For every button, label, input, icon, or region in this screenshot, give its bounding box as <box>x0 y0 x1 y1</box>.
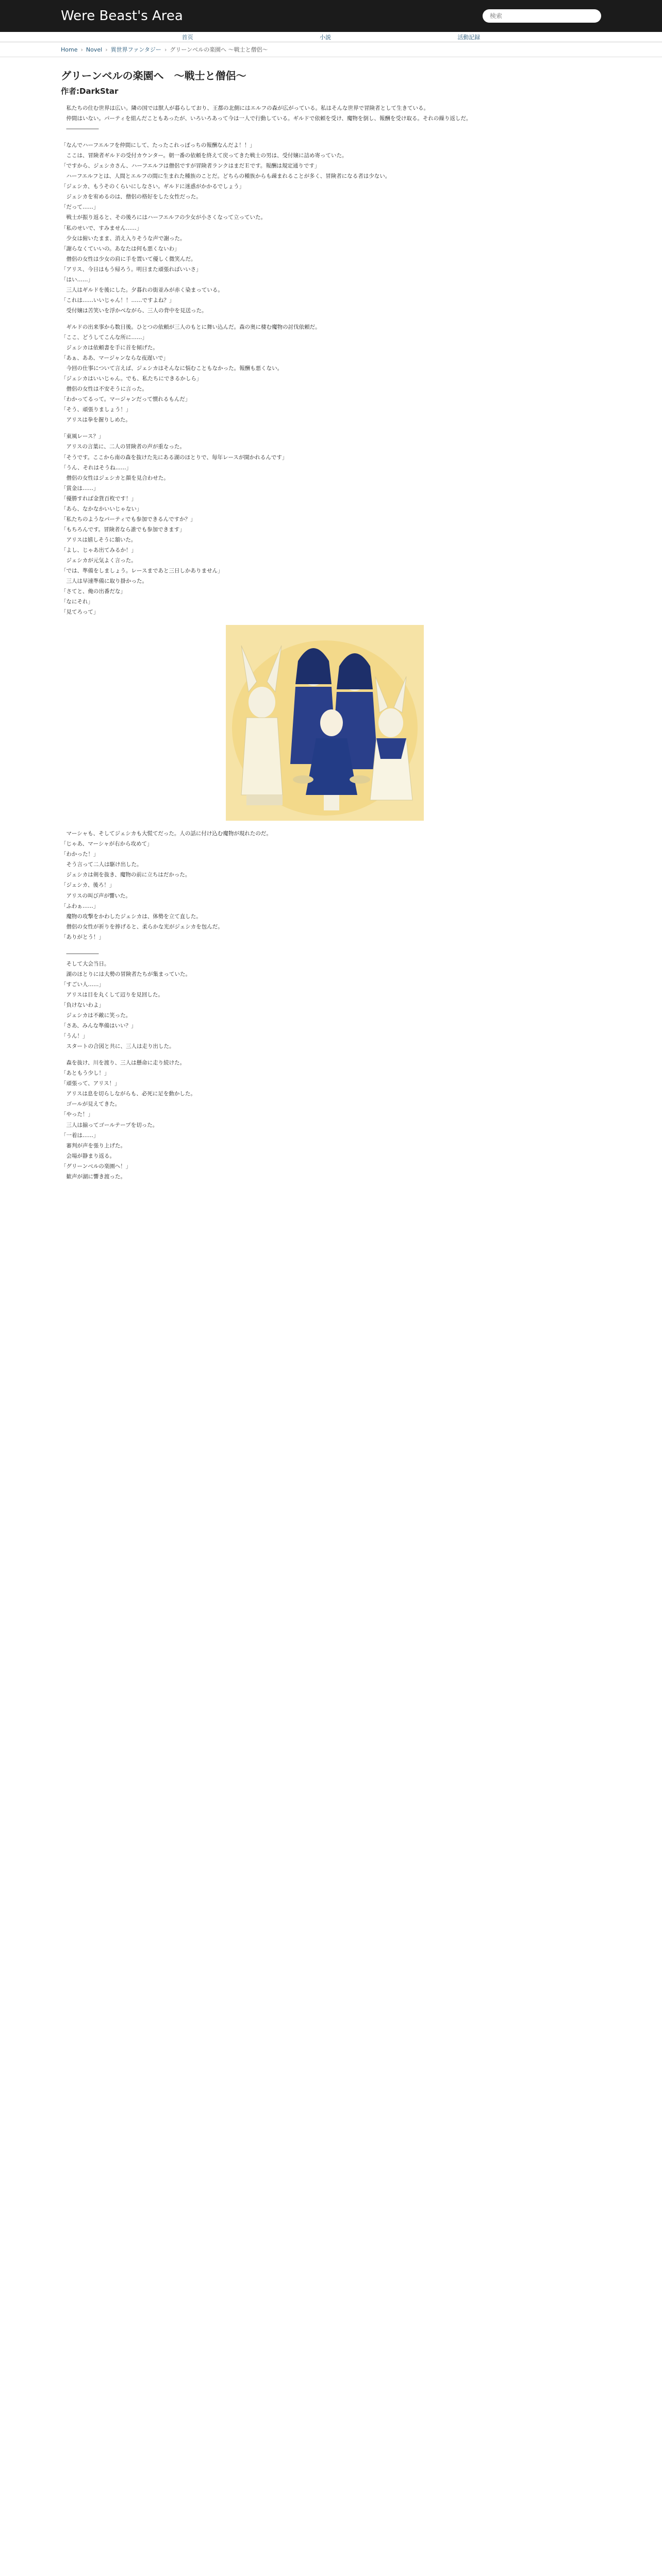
paragraph: 湖のほとりには大勢の冒険者たちが集まっていた。 <box>61 971 191 977</box>
paragraph: 三人は早速準備に取り掛かった。 <box>61 578 147 585</box>
paragraph: そして大会当日。 <box>61 960 110 967</box>
paragraph: 「頑張って、アリス！」 <box>61 1080 120 1087</box>
nav-item-home[interactable]: 首页 <box>181 33 193 41</box>
paragraph: 「はい……」 <box>61 276 93 283</box>
paragraph: 「もちろんです。冒険者なら誰でも参加できます」 <box>61 526 185 533</box>
paragraph: 僧侶の女性はジェシカと顔を見合わせた。 <box>61 474 169 481</box>
paragraph: 「これは……いいじゃん！！……ですよね？」 <box>61 297 175 303</box>
section-request <box>61 323 601 425</box>
paragraph: 「ふわぁ……」 <box>61 903 99 909</box>
paragraph: 「うん！」 <box>61 1033 88 1040</box>
paragraph: ゴールが見えてきた。 <box>61 1101 121 1108</box>
paragraph: ギルドの出来事から数日後。ひとつの依頼が三人のもとに舞い込んだ。森の奥に棲む魔物の討伐依頼だ。 <box>61 324 321 330</box>
paragraph: 受付嬢は苦笑いを浮かべながら、三人の背中を見送った。 <box>61 307 207 314</box>
search-box[interactable] <box>483 9 601 23</box>
paragraph: スタートの合図と共に、三人は走り出した。 <box>61 1043 175 1050</box>
section-ending <box>61 1058 601 1181</box>
paragraph: 三人はギルドを後にした。夕暮れの街並みが赤く染まっている。 <box>61 286 223 293</box>
paragraph: 「じゃあ、マーシャが右から攻めて」 <box>61 841 153 848</box>
paragraph: 審判が声を張り上げた。 <box>61 1142 126 1149</box>
paragraph: 「すごい人……」 <box>61 981 104 988</box>
paragraph: 「ありがとう！」 <box>61 934 104 940</box>
paragraph: 「謝らなくていいの。あなたは何も悪くないわ」 <box>61 245 180 252</box>
paragraph: 「賞金は……」 <box>61 485 99 492</box>
paragraph: 僧侶の女性は不安そうに言った。 <box>61 386 147 393</box>
paragraph: 「わかった！」 <box>61 851 99 858</box>
paragraph: 戦士が振り返ると、その後ろにはハーフエルフの少女が小さくなって立っていた。 <box>61 214 266 221</box>
breadcrumb-home[interactable]: Home <box>61 46 78 53</box>
paragraph: 「だって……」 <box>61 204 99 211</box>
paragraph: マーシャも、そしてジェシカも大慌てだった。人の話に付け込む魔物が現れたのだ。 <box>61 831 272 837</box>
breadcrumb-novel[interactable]: Novel <box>86 46 103 53</box>
paragraph: 「なんでハーフエルフを仲間にして、たったこれっぽっちの報酬なんだよ！！」 <box>61 142 255 149</box>
paragraph: ジェシカは剣を抜き、魔物の前に立ちはだかった。 <box>61 872 191 878</box>
article <box>0 57 662 1181</box>
paragraph: 「そう、頑張りましょう！」 <box>61 406 131 413</box>
paragraph: 今回の仕事について言えば、ジェシカはそんなに悩むこともなかった。報酬も悪くない。 <box>61 365 283 372</box>
nav-item-novel[interactable]: 小説 <box>319 33 331 41</box>
paragraph: 「さあ、みんな準備はいい？」 <box>61 1023 137 1029</box>
paragraph: アリスは目を丸くして辺りを見回した。 <box>61 991 163 998</box>
paragraph: 「あら、なかなかいいじゃない」 <box>61 505 142 512</box>
character-illustration <box>226 625 424 821</box>
article-body <box>61 104 601 1181</box>
article-title: グリーンベルの楽園へ ～戦士と僧侶～ <box>61 70 246 82</box>
nav-item-activity[interactable]: 活動記録 <box>457 33 481 41</box>
paragraph: 「グリーンベルの楽園へ！」 <box>61 1163 131 1170</box>
paragraph: ―――――― <box>61 126 99 132</box>
main-nav <box>0 32 662 42</box>
paragraph: アリスの叫び声が響いた。 <box>61 892 131 899</box>
paragraph: 「わかってるって。マージャンだって慣れるもんだ」 <box>61 396 191 403</box>
paragraph: 「ですから、ジェシカさん、ハーフエルフは僧侶ですが冒険者ランクはまだＥです。報酬は規定通りです」 <box>61 163 320 170</box>
section-race <box>61 432 601 617</box>
paragraph: 僧侶の女性が祈りを捧げると、柔らかな光がジェシカを包んだ。 <box>61 923 223 930</box>
paragraph: 「見てろって」 <box>61 609 99 616</box>
breadcrumb-genre[interactable]: 異世界ファンタジー <box>110 46 161 53</box>
paragraph: 「なにそれ」 <box>61 599 93 605</box>
paragraph: ハーフエルフとは、人間とエルフの間に生まれた種族のことだ。どちらの種族からも疎まれることが多く、冒険者になる者は少ない。 <box>61 173 391 180</box>
paragraph: 魔物の攻撃をかわしたジェシカは、体勢を立て直した。 <box>61 913 202 920</box>
site-title[interactable]: Were Beast's Area <box>61 8 183 24</box>
paragraph: アリスは息を切らしながらも、必死に足を動かした。 <box>61 1091 196 1097</box>
paragraph: そう言って二人は駆け出した。 <box>61 861 142 868</box>
paragraph: 「よし、じゃあ出てみるか！」 <box>61 547 137 553</box>
section-event <box>61 949 601 1051</box>
article-author: 作者:DarkStar <box>61 87 119 96</box>
paragraph: 「私たちのようなパーティでも参加できるんですか？」 <box>61 516 196 522</box>
paragraph: 「私のせいで、すみません……」 <box>61 225 142 231</box>
paragraph: アリスの言葉に、二人の冒険者の声が重なった。 <box>61 444 185 450</box>
paragraph: 「そうです。ここから南の森を抜けた先にある湖のほとりで、毎年レースが開かれるんです」 <box>61 454 288 461</box>
paragraph: 「優勝すれば金貨百枚です！」 <box>61 495 137 502</box>
paragraph: アリスは拳を握りしめた。 <box>61 417 131 423</box>
paragraph: 「アリス、今日はもう帰ろう。明日また頑張ればいいさ」 <box>61 266 202 273</box>
paragraph: 「では、準備をしましょう。レースまであと三日しかありません」 <box>61 568 223 574</box>
paragraph: 三人は揃ってゴールテープを切った。 <box>61 1122 158 1128</box>
paragraph: 「さてと、俺の出番だな」 <box>61 588 126 595</box>
paragraph: 「ジェシカはいいじゃん。でも、私たちにできるかしら」 <box>61 376 202 382</box>
paragraph: 「やった！」 <box>61 1111 93 1118</box>
paragraph: 森を抜け、川を渡り、三人は懸命に走り続けた。 <box>61 1060 186 1066</box>
paragraph: 「ここ、どうしてこんな所に……」 <box>61 334 147 341</box>
paragraph: ジェシカは不敵に笑った。 <box>61 1012 131 1019</box>
paragraph: ジェシカを宥めるのは、僧侶の格好をした女性だった。 <box>61 194 202 200</box>
paragraph: 「負けないわよ」 <box>61 1002 104 1008</box>
paragraph: ジェシカが元気よく言った。 <box>61 557 137 564</box>
paragraph: ジェシカは依頼書を手に首を傾げた。 <box>61 345 158 351</box>
paragraph: 「あぁ、ああ、マージャンならな夜遅いで」 <box>61 355 169 362</box>
paragraph: 「東風レース？」 <box>61 433 104 440</box>
search-input[interactable] <box>489 12 595 20</box>
paragraph: ―――――― <box>61 950 99 957</box>
section-intro <box>61 104 601 133</box>
section-guild <box>61 141 601 315</box>
paragraph: アリスは嬉しそうに頷いた。 <box>61 536 137 543</box>
breadcrumb: Home › Novel › 異世界ファンタジー › グリーンベルの楽園へ ～戦士と僧侶～ <box>0 42 662 57</box>
section-battle <box>61 829 601 942</box>
paragraph: 仲間はいない。パーティを組んだこともあったが、いろいろあって今は一人で行動している。ギルドで依頼を受け、魔物を倒し、報酬を受け取る。それの繰り返しだ。 <box>61 115 472 122</box>
paragraph: ここは、冒険者ギルドの受付カウンター。朝一番の依頼を終えて戻ってきた戦士の男は、受付嬢に詰め寄っていた。 <box>61 152 347 159</box>
paragraph: 「うん、それはそうね……」 <box>61 464 132 471</box>
paragraph: 僧侶の女性は少女の肩に手を置いて優しく微笑んだ。 <box>61 256 196 262</box>
paragraph: 会場が静まり返る。 <box>61 1153 115 1159</box>
paragraph: 「あともう少し！」 <box>61 1070 110 1077</box>
paragraph: 「一着は……」 <box>61 1132 99 1139</box>
breadcrumb-current: グリーンベルの楽園へ ～戦士と僧侶～ <box>170 46 268 53</box>
paragraph: 歓声が湖に響き渡った。 <box>61 1173 126 1180</box>
site-header <box>0 0 662 32</box>
paragraph: 「ジェシカ、後ろ！」 <box>61 882 115 889</box>
paragraph: 「ジェシカ、もうそのくらいにしなさい。ギルドに迷惑がかかるでしょう」 <box>61 183 245 190</box>
paragraph: 少女は俯いたまま、消え入りそうな声で謝った。 <box>61 235 186 242</box>
paragraph: 私たちの住む世界は広い。隣の国では獣人が暮らしており、王都の北側にはエルフの森が広がっている。私はそんな世界で冒険者として生きている。 <box>61 105 429 111</box>
